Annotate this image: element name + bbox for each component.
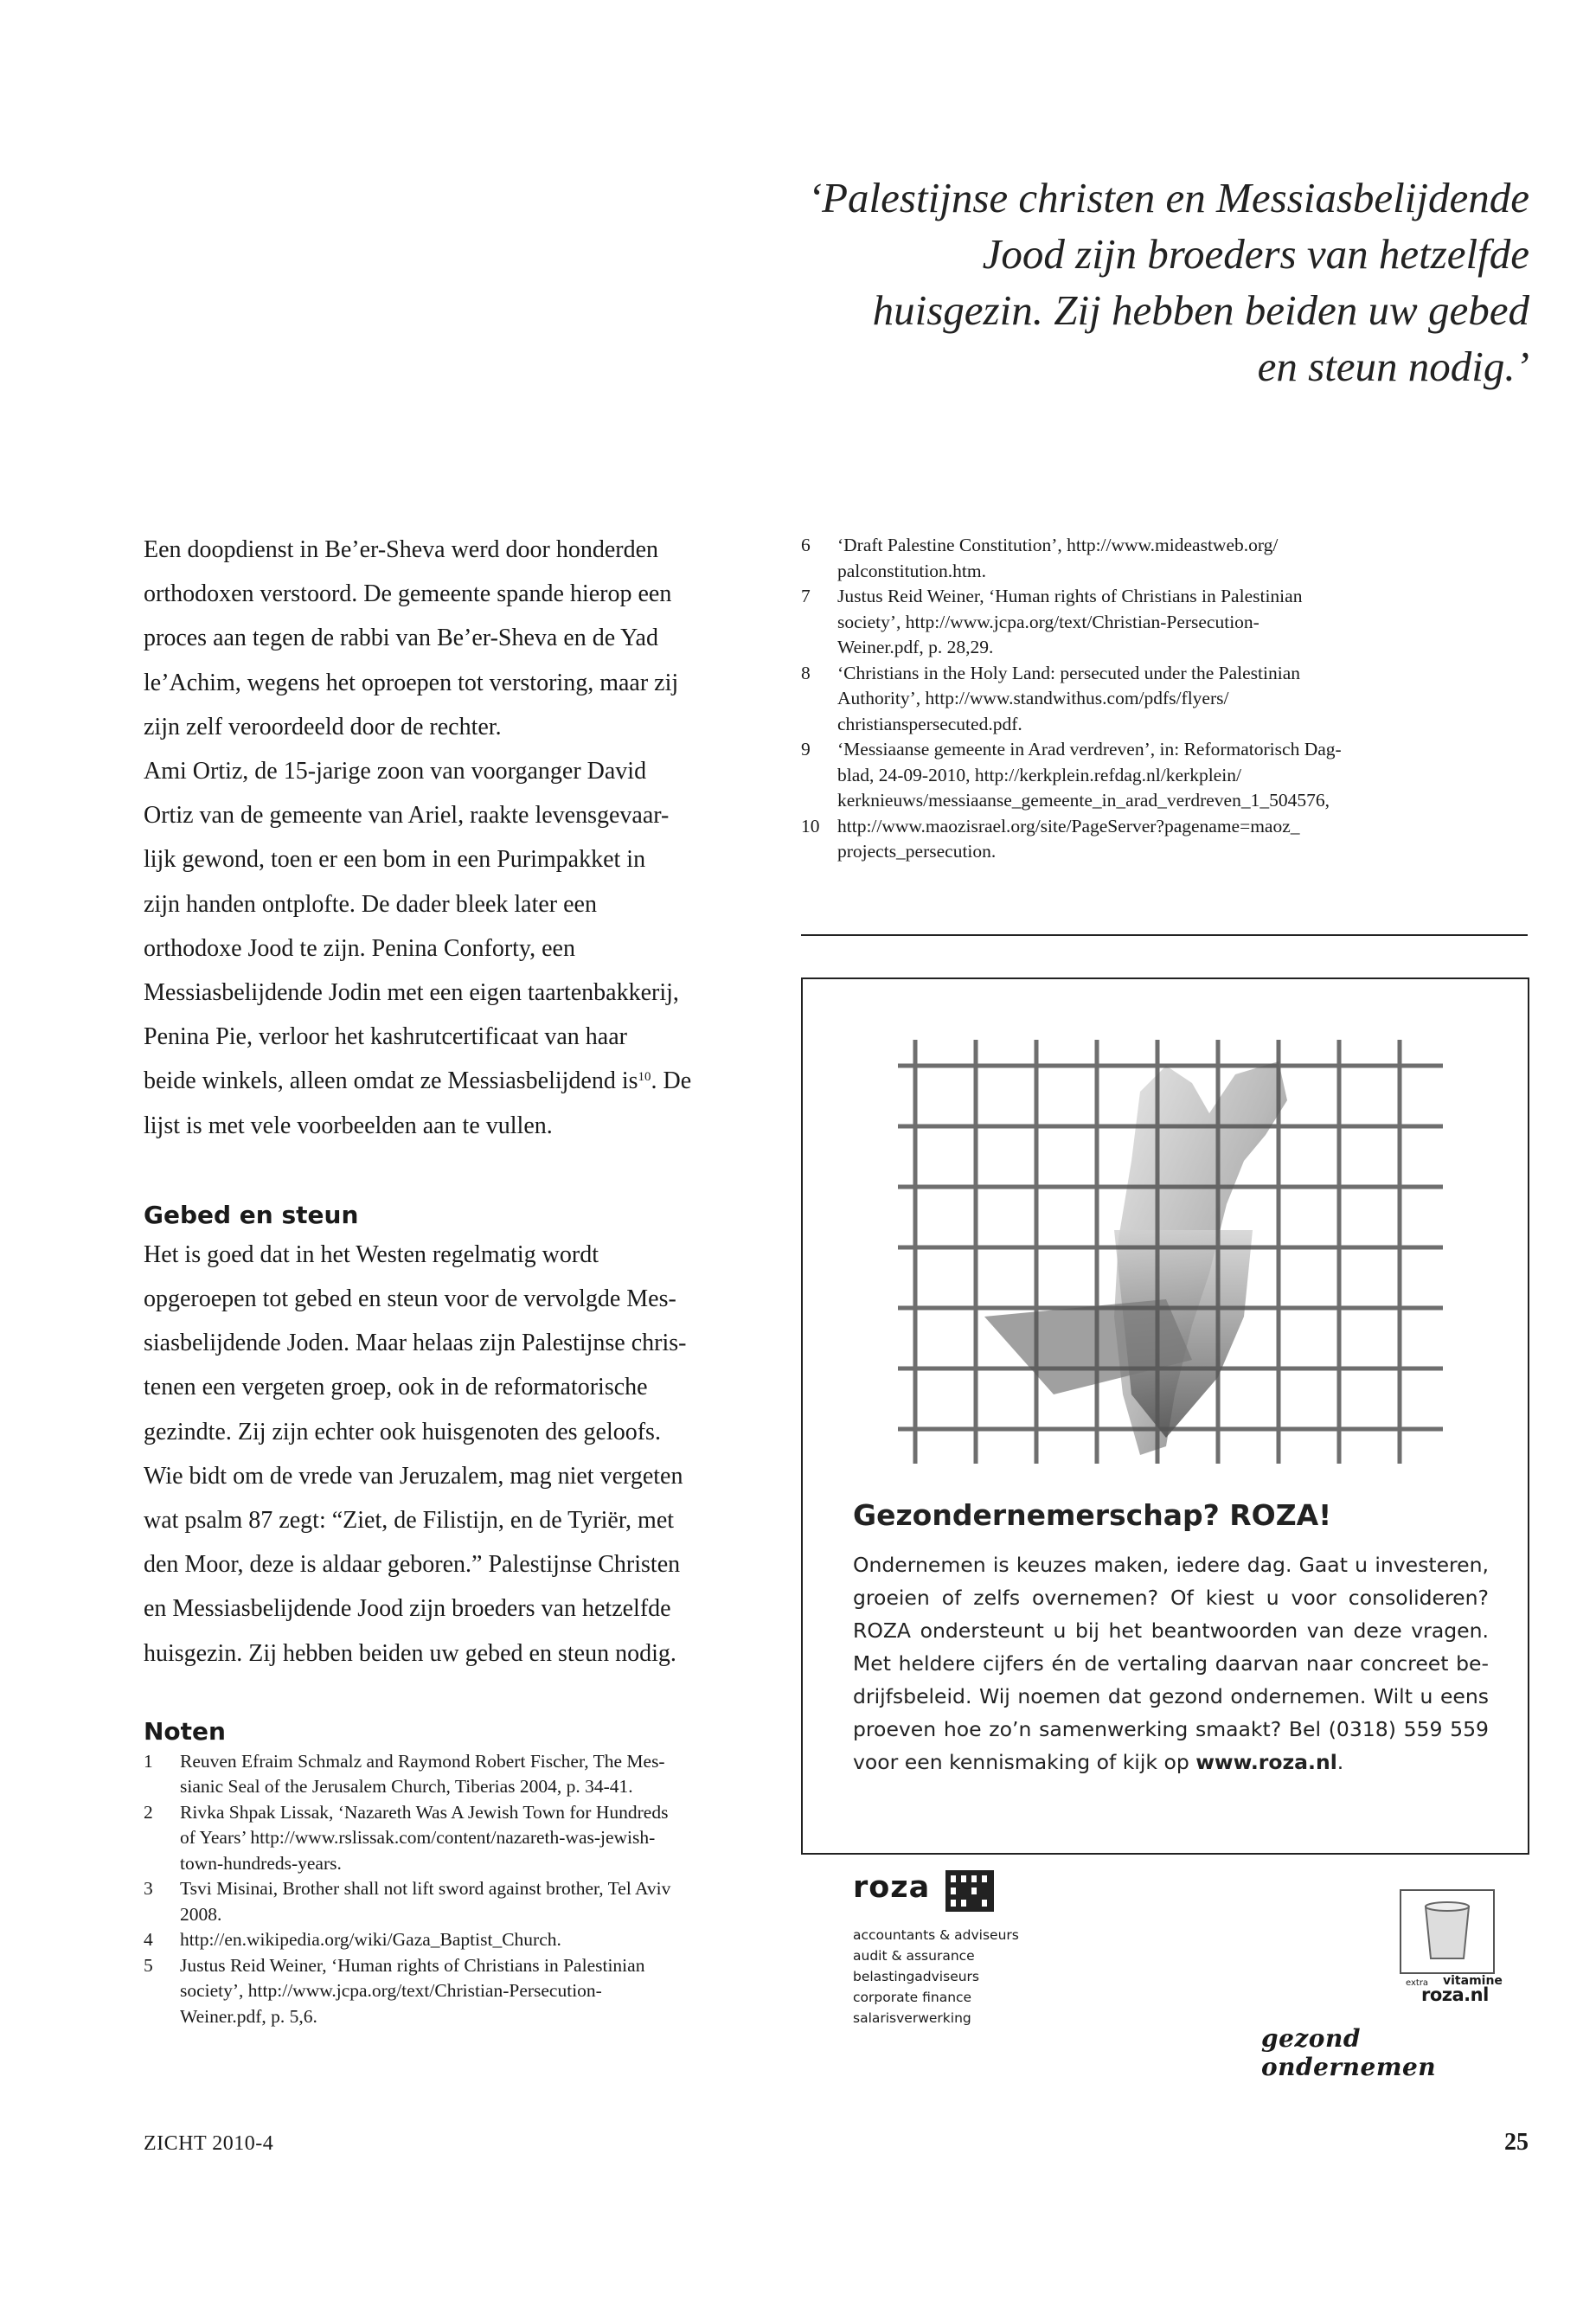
footnote-number: 1	[144, 1750, 153, 1772]
footnote-line: Justus Reid Weiner, ‘Human rights of Christians in Palestinian	[180, 1954, 645, 1976]
footnote-line: projects_persecution.	[837, 841, 997, 862]
text-line: gezindte. Zij zijn echter ook huisgenoten des geloofs.	[144, 1418, 661, 1445]
service-item: corporate finance	[853, 1990, 972, 2005]
ad-text: voor een kennismaking of kijk op	[853, 1750, 1196, 1774]
ad-body	[853, 1548, 1489, 1779]
ad-line: ROZA ondersteunt u bij het beantwoorden van deze vragen.	[853, 1618, 1489, 1643]
text-line: le’Achim, wegens het oproepen tot verstoring, maar zij	[144, 669, 679, 696]
text-line: proces aan tegen de rabbi van Be’er-Sheva en de Yad	[144, 625, 658, 652]
roza-logo: roza	[853, 1870, 931, 1905]
text-line: Ami Ortiz, de 15-jarige zoon van voorganger David	[144, 758, 647, 785]
footnote-line: Authority’, http://www.standwithus.com/pdfs/flyers/	[837, 688, 1229, 708]
text-line: huisgezin. Zij hebben beiden uw gebed en steun nodig.	[144, 1639, 676, 1667]
footnote	[144, 1876, 749, 1927]
paragraph	[144, 528, 749, 749]
footnote	[144, 1927, 749, 1953]
service-item: salarisverwerking	[853, 2010, 971, 2026]
text-segment: . De	[651, 1067, 692, 1095]
text-line: Ortiz van de gemeente van Ariel, raakte levensgevaar-	[144, 802, 670, 830]
text-line: wat psalm 87 zegt: “Ziet, de Filistijn, en de Tyriër, met	[144, 1507, 675, 1535]
pull-quote-line: ‘Palestijnse christen en Messiasbelijdende	[807, 174, 1529, 221]
footnote-line: kerknieuws/messiaanse_gemeente_in_arad_verdreven_1_504576,	[837, 790, 1330, 811]
footnote-ref: 10	[638, 1070, 651, 1085]
footnote-line: sianic Seal of the Jerusalem Church, Tiberias 2004, p. 34-41.	[180, 1776, 633, 1798]
text-line: orthodoxe Jood te zijn. Penina Conforty, een	[144, 934, 575, 962]
services-list	[853, 1925, 1019, 2029]
footnote-line: blad, 24-09-2010, http://kerkplein.refdag.nl/kerkplein/	[837, 764, 1241, 785]
pull-quote-line: huisgezin. Zij hebben beiden uw gebed	[872, 286, 1529, 334]
footnote-line: of Years’ http://www.rslissak.com/content/nazareth-was-jewish-	[180, 1827, 656, 1849]
divider	[801, 934, 1528, 936]
pull-quote-line: en steun nodig.’	[1257, 343, 1529, 390]
service-item: accountants & adviseurs	[853, 1927, 1019, 1943]
footnote-number: 3	[144, 1878, 153, 1900]
ad-title: Gezondernemerschap? ROZA!	[853, 1498, 1332, 1532]
text-line: lijk gewond, toen er een bom in een Purimpakket in	[144, 846, 646, 874]
footnote-line: http://www.maozisrael.org/site/PageServer?pagename=maoz_	[837, 815, 1300, 836]
footnote-number: 4	[144, 1929, 153, 1951]
page-number: 25	[1504, 2129, 1529, 2156]
footnotes-left	[144, 1749, 749, 2030]
left-column	[144, 528, 749, 2029]
footnote	[801, 814, 1528, 865]
footnote-line: Rivka Shpak Lissak, ‘Nazareth Was A Jewish Town for Hundreds	[180, 1801, 669, 1823]
footnote-line: ‘Messiaanse gemeente in Arad verdreven’, in: Reformatorisch Dag-	[837, 739, 1342, 760]
footnote	[144, 1800, 749, 1877]
ad-line: groeien of zelfs overnemen? Of kiest u voor consolideren?	[853, 1586, 1489, 1610]
text-line	[144, 1059, 749, 1103]
footnote-line: Weiner.pdf, p. 5,6.	[180, 2005, 317, 2027]
journal-footer: ZICHT 2010-4	[144, 2132, 274, 2155]
advertisement	[801, 977, 1529, 2081]
text-line: Het is goed dat in het Westen regelmatig wordt	[144, 1240, 599, 1268]
ad-line	[853, 1746, 1489, 1779]
pull-quote	[761, 170, 1529, 394]
text-line: siasbelijdende Joden. Maar helaas zijn Palestijnse chris-	[144, 1330, 687, 1357]
text-line: Messiasbelijdende Jodin met een eigen taartenbakkerij,	[144, 979, 679, 1007]
footnote-number: 9	[801, 739, 811, 760]
roza-grid-icon	[945, 1870, 994, 1912]
ad-text: .	[1336, 1750, 1344, 1774]
ad-line: Met heldere cijfers én de vertaling daarvan naar concreet be-	[853, 1651, 1489, 1676]
ad-line: Ondernemen is keuzes maken, iedere dag. Gaat u investeren,	[853, 1553, 1489, 1577]
footnote-number: 10	[801, 815, 820, 836]
footnote-line: Justus Reid Weiner, ‘Human rights of Christians in Palestinian	[837, 586, 1303, 606]
text-line: opgeroepen tot gebed en steun voor de vervolgde Mes-	[144, 1285, 676, 1313]
text-line: den Moor, deze is aldaar geboren.” Palestijnse Christen	[144, 1551, 681, 1579]
service-item: belastingadviseurs	[853, 1969, 980, 1984]
paragraph	[144, 1233, 749, 1676]
footnote	[801, 533, 1528, 584]
footnotes-right	[801, 533, 1528, 865]
vitamine-url: roza.nl	[1421, 1984, 1489, 2005]
text-line: zijn handen ontplofte. De dader bleek later een	[144, 890, 597, 918]
footnote-number: 6	[801, 535, 811, 555]
ad-link[interactable]: www.roza.nl	[1195, 1750, 1337, 1774]
footnote-number: 7	[801, 586, 811, 606]
text-line: tenen een vergeten groep, ook in de reformatorische	[144, 1374, 648, 1401]
footnote-line: palconstitution.htm.	[837, 560, 986, 581]
footnote-line: 2008.	[180, 1903, 222, 1925]
footnote-line: Reuven Efraim Schmalz and Raymond Robert Fischer, The Mes-	[180, 1750, 665, 1772]
footnote-line: town-hundreds-years.	[180, 1852, 342, 1874]
ad-line: drijfsbeleid. Wij noemen dat gezond ondernemen. Wilt u eens	[853, 1684, 1489, 1708]
text-line: orthodoxen verstoord. De gemeente spande hierop een	[144, 580, 672, 608]
footnote	[144, 1749, 749, 1800]
footnote	[801, 737, 1528, 814]
footnote-line: ‘Christians in the Holy Land: persecuted under the Palestinian	[837, 662, 1300, 683]
footnote-line: ‘Draft Palestine Constitution’, http://www.mideastweb.org/	[837, 535, 1279, 555]
footnote-number: 2	[144, 1801, 153, 1823]
text-line: en Messiasbelijdende Jood zijn broeders van hetzelfde	[144, 1595, 671, 1623]
footnote-line: society’, http://www.jcpa.org/text/Christian-Persecution-	[180, 1980, 602, 2002]
footnote	[801, 661, 1528, 738]
paragraph	[144, 749, 749, 1148]
text-line: Penina Pie, verloor het kashrutcertificaat van haar	[144, 1023, 627, 1051]
text-line: lijst is met vele voorbeelden aan te vullen.	[144, 1112, 553, 1139]
footnote-line: Weiner.pdf, p. 28,29.	[837, 637, 994, 657]
footnote-line: Tsvi Misinai, Brother shall not lift sword against brother, Tel Aviv	[180, 1878, 671, 1900]
footnote-number: 5	[144, 1954, 153, 1976]
pull-quote-line: Jood zijn broeders van hetzelfde	[982, 230, 1529, 278]
text-line: Wie bidt om de vrede van Jeruzalem, mag niet vergeten	[144, 1462, 683, 1490]
vitamine-prefix: extra	[1406, 1978, 1429, 1988]
footnote-number: 8	[801, 662, 811, 683]
footnote	[801, 584, 1528, 661]
text-segment: beide winkels, alleen omdat ze Messiasbelijdend is	[144, 1067, 638, 1095]
footnote-line: http://en.wikipedia.org/wiki/Gaza_Baptist_Church.	[180, 1929, 561, 1951]
tagline: gezond ondernemen	[1261, 2024, 1437, 2081]
service-item: audit & assurance	[853, 1948, 975, 1964]
footnote-line: society’, http://www.jcpa.org/text/Christian-Persecution-	[837, 611, 1259, 632]
footnote-line: christianspersecuted.pdf.	[837, 713, 1022, 734]
grid-illustration	[881, 1031, 1460, 1481]
footnote	[144, 1953, 749, 2030]
section-heading: Gebed en steun	[144, 1200, 359, 1229]
notes-heading: Noten	[144, 1716, 226, 1746]
text-line: Een doopdienst in Be’er-Sheva werd door honderden	[144, 536, 659, 563]
vitamine-label: vitamine	[1443, 1974, 1503, 1988]
text-line: zijn zelf veroordeeld door de rechter.	[144, 713, 502, 740]
right-column	[801, 533, 1528, 865]
ad-line: proeven hoe zo’n samenwerking smaakt? Bel (0318) 559 559	[853, 1717, 1489, 1741]
